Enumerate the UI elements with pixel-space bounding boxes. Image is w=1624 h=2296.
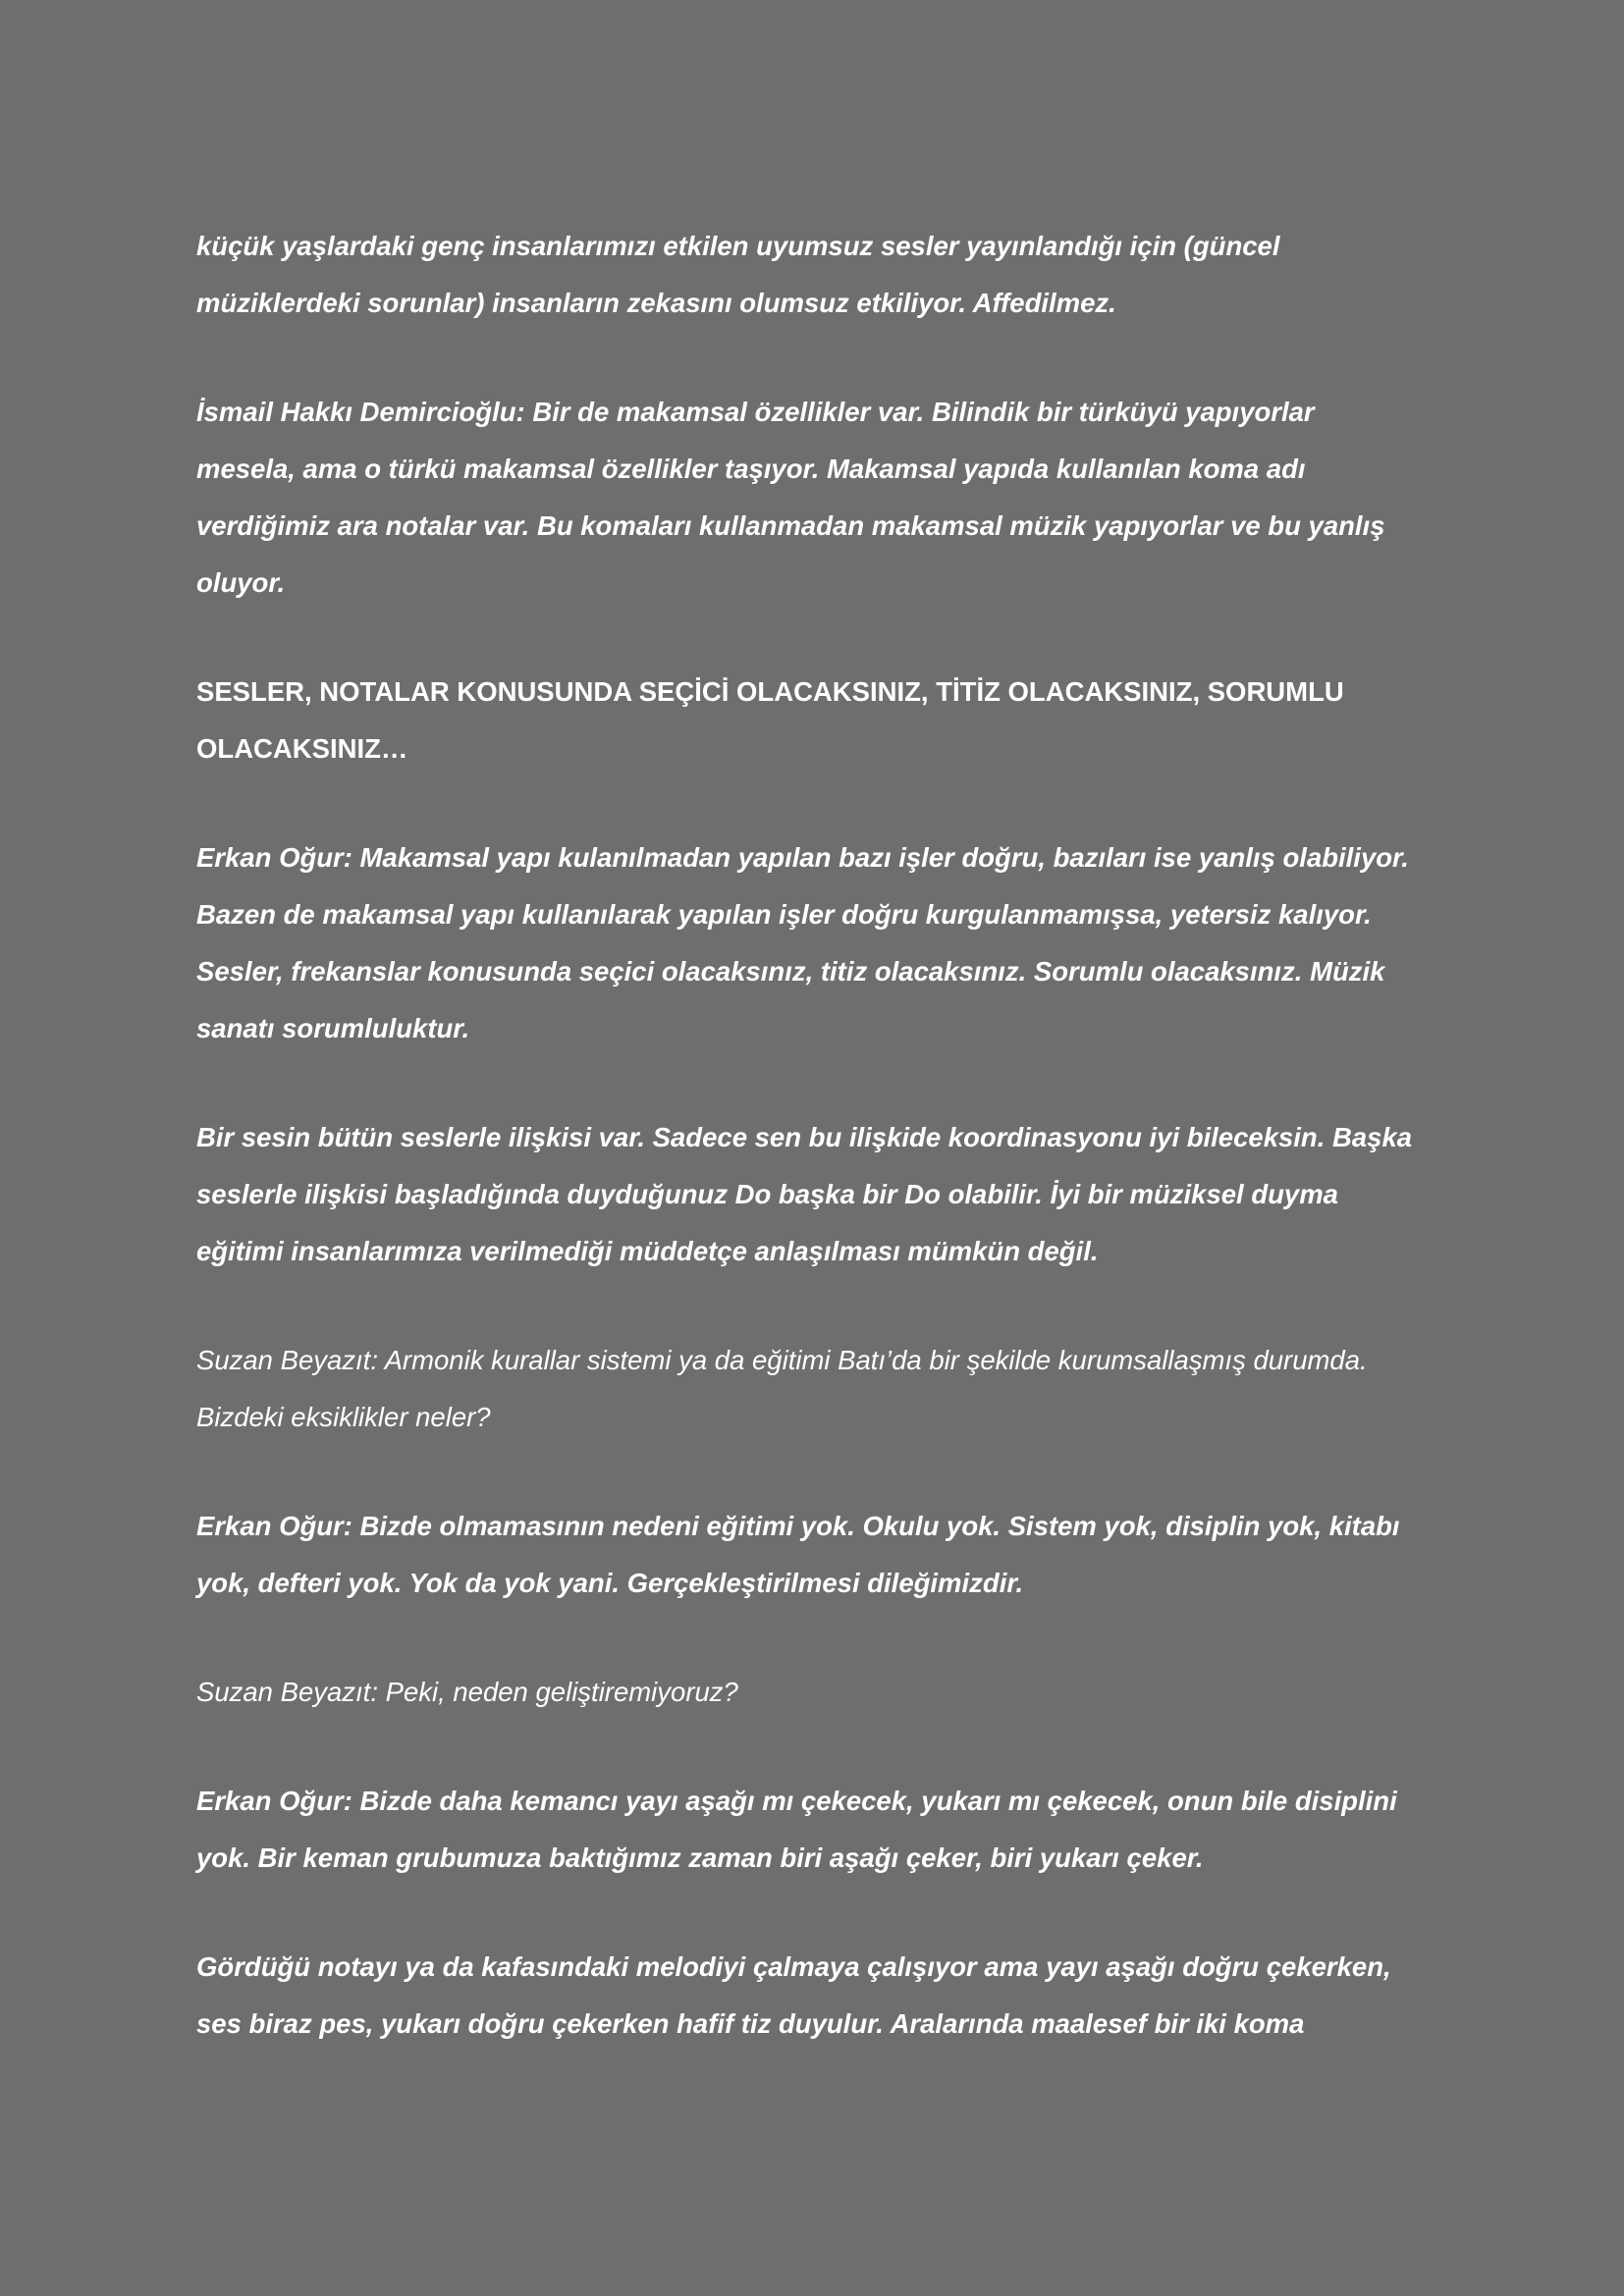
paragraph-2 [196,384,1453,612]
paragraph-3 [196,829,1453,1057]
text-line: müziklerdeki sorunlar) insanların zekasını olumsuz etkiliyor. Affedilmez. [196,288,1116,318]
text-line: yok, defteri yok. Yok da yok yani. Gerçekleştirilmesi dileğimizdir. [196,1568,1024,1598]
paragraph-6 [196,1773,1453,1887]
paragraph-4 [196,1109,1453,1280]
text-line: küçük yaşlardaki genç insanlarımızı etkilen uyumsuz sesler yayınlandığı için (güncel [196,231,1280,261]
text-line: Bizdeki eksiklikler neler? [196,1402,491,1432]
text-line: mesela, ama o türkü makamsal özellikler taşıyor. Makamsal yapıda kullanılan koma adı [196,454,1306,484]
paragraph-5 [196,1498,1453,1612]
text-line: SESLER, NOTALAR KONUSUNDA SEÇİCİ OLACAKSINIZ, TİTİZ OLACAKSINIZ, SORUMLU [196,676,1344,707]
text-line: Erkan Oğur: Bizde daha kemancı yayı aşağı mı çekecek, yukarı mı çekecek, onun bile disiplini [196,1786,1397,1816]
text-line: ses biraz pes, yukarı doğru çekerken hafif tiz duyulur. Aralarında maalesef bir iki koma [196,2008,1305,2039]
text-line: yok. Bir keman grubumuza baktığımız zaman biri aşağı çeker, biri yukarı çeker. [196,1842,1204,1873]
text-line: Erkan Oğur: Bizde olmamasının nedeni eğitimi yok. Okulu yok. Sistem yok, disiplin yok, kitabı [196,1511,1400,1541]
interviewer-question [196,1664,1453,1721]
section-heading [196,664,1453,777]
text-line: Sesler, frekanslar konusunda seçici olacaksınız, titiz olacaksınız. Sorumlu olacaksınız. Müzik [196,956,1385,987]
document-page [196,218,1453,2105]
paragraph-1 [196,218,1453,332]
text-line: oluyor. [196,567,286,598]
text-line: Erkan Oğur: Makamsal yapı kulanılmadan yapılan bazı işler doğru, bazıları ise yanlış olabiliyor. [196,842,1409,873]
paragraph-7 [196,1939,1453,2053]
text-line: Bir sesin bütün seslerle ilişkisi var. Sadece sen bu ilişkide koordinasyonu iyi bileceksin. Başka [196,1122,1413,1152]
text-line: seslerle ilişkisi başladığında duyduğunuz Do başka bir Do olabilir. İyi bir müziksel duyma [196,1179,1338,1209]
text-line: eğitimi insanlarımıza verilmediği müddetçe anlaşılması mümkün değil. [196,1236,1099,1266]
text-line: Suzan Beyazıt: Armonik kurallar sistemi ya da eğitimi Batı’da bir şekilde kurumsallaşmış durumda. [196,1345,1368,1375]
interviewer-question [196,1332,1453,1446]
text-line: Gördüğü notayı ya da kafasındaki melodiyi çalmaya çalışıyor ama yayı aşağı doğru çekerken, [196,1951,1391,1982]
text-line: OLACAKSINIZ… [196,733,408,764]
text-line: Suzan Beyazıt: Peki, neden geliştiremiyoruz? [196,1677,738,1707]
text-line: İsmail Hakkı Demircioğlu: Bir de makamsal özellikler var. Bilindik bir türküyü yapıyorlar [196,397,1315,427]
text-line: Bazen de makamsal yapı kullanılarak yapılan işler doğru kurgulanmamışsa, yetersiz kalıyor. [196,899,1372,930]
text-line: verdiğimiz ara notalar var. Bu komaları kullanmadan makamsal müzik yapıyorlar ve bu yanlış [196,510,1385,541]
text-line: sanatı sorumluluktur. [196,1013,470,1043]
